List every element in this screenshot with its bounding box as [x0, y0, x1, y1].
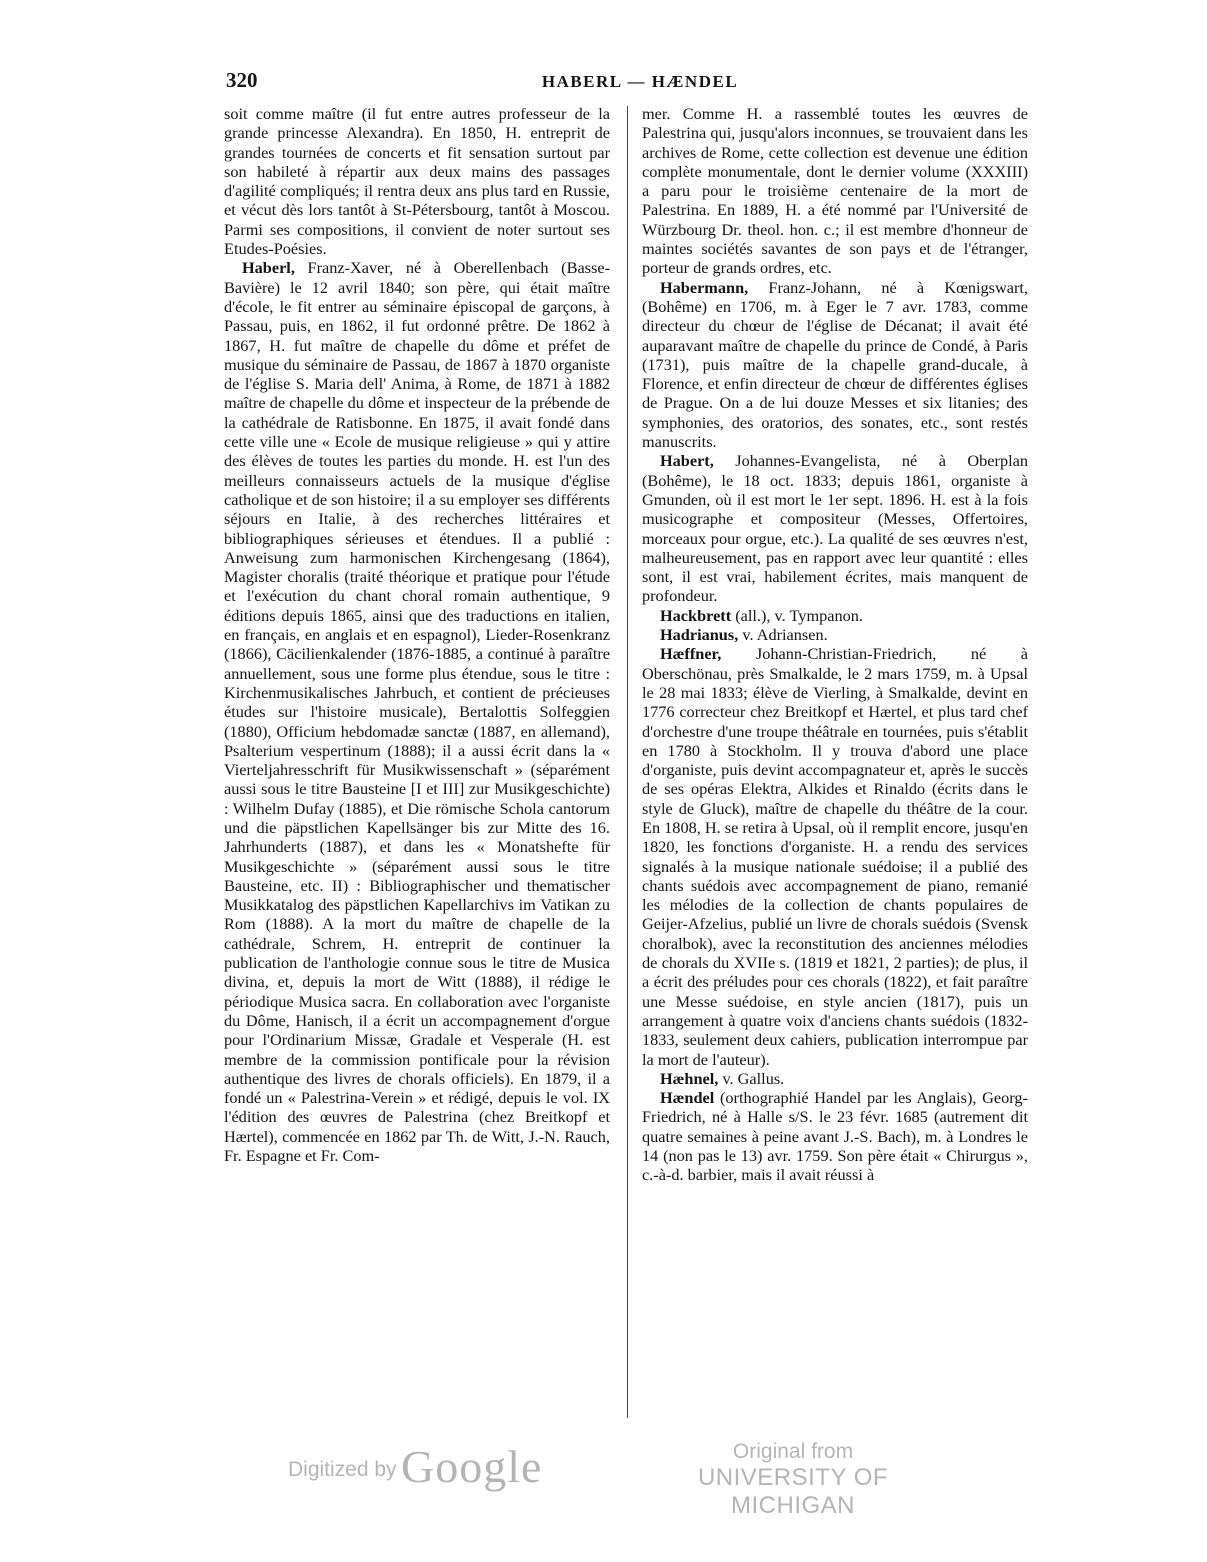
original-from-watermark [668, 1440, 918, 1520]
original-from-text: Original from [732, 1440, 854, 1463]
entry-headword: Hæhnel, [660, 1068, 719, 1088]
entry-body: soit comme maître (il fut entre autres professeur de la grande princesse Alexandra). En 1850, H. entreprit de grandes tournées de concerts et fit sensation surtout par son habileté à répartir aux deux mains des passages d'agilité compliqués; il rentra deux ans plus tard en Russie, et vécut dès lors tantôt à St-Pétersbourg, tantôt à Moscou. Parmi ses compositions, il convient de noter surtout ses Etudes-Poésies. [224, 104, 610, 259]
page-number: 320 [226, 68, 258, 92]
entry-headword: Habermann, [660, 277, 749, 297]
entry-body: v. Adriansen. [742, 625, 828, 645]
entry-body: Johann-Christian-Friedrich, né à Oberschönau, près Smalkalde, le 2 mars 1759, m. à Upsal le 28 mai 1833; élève de Vierling, à Smalkalde, devint en 1776 correcteur chez Breitkopf et Hærtel, et plus tard chef d'orchestre d'une troupe théâtrale en tournées, puis s'établit en 1780 à Stockholm. Il y trouva d'abord une place d'organiste, puis devint accompagnateur et, après le succès de ses opéras Elektra, Alkides et Rinaldo (écrits dans le style de Gluck), maître de chapelle du théâtre de la cour. En 1808, H. se retira à Upsal, où il remplit encore, jusqu'en 1820, les fonctions d'organiste. H. a rendu des services signalés à la musique nationale suédoise; il a publié des chants suédois avec accompagnement de piano, remanié les mélodies de la collection de chants populaires de Geijer-Afzelius, publié un livre de chorals suédois (Svensk choralbok), avec la reconstitution des anciennes mélodies de chorals du XVIIe s. (1819 et 1821, 2 parties); de plus, il a écrit des préludes pour ces chorals (1822), et fait paraître une Messe suédoise, en style ancien (1817), puis un arrangement à quatre voix d'anciens chants suédois (1832-1833, seulement deux cahiers, publication interrompue par la mort de l'auteur). [642, 644, 1028, 1069]
entry-continuation [224, 104, 610, 258]
entry-headword: Hæffner, [660, 644, 722, 664]
university-text: UNIVERSITY OF MICHIGAN [697, 1464, 889, 1519]
google-logo: Google [401, 1441, 543, 1492]
entry-habermann [642, 278, 1028, 452]
entry-headword: Hadrianus, [660, 625, 739, 645]
entry-headword: Habert, [660, 451, 714, 471]
entry-haendel [642, 1088, 1028, 1184]
entry-headword: Hændel [660, 1088, 715, 1108]
entry-body: Franz-Johann, né à Kœnigswart, (Bohême) en 1706, m. à Eger le 7 avr. 1783, comme directeur du chœur de l'église de Décanat; il avait été auparavant maître de chapelle du prince de Condé, à Paris (1731), puis maître de la chapelle grand-ducale, à Florence, et enfin directeur de chœur de différentes églises de Prague. On a de lui douze Messes et six litanies; des symphonies, des oratorios, des sonates, etc., sont restés manuscrits. [642, 277, 1028, 452]
entry-hackbrett [642, 606, 1028, 625]
entry-habert [642, 451, 1028, 605]
entry-haeffner [642, 644, 1028, 1069]
entry-body: Franz-Xaver, né à Oberellenbach (Basse-Bavière) le 12 avril 1840; son père, qui était maître d'école, le fit entrer au séminaire épiscopal de garçons, à Passau, puis, en 1862, il fut ordonné prêtre. De 1862 à 1867, H. fut maître de chapelle du dôme et préfet de musique du séminaire de Passau, de 1867 à 1870 organiste de l'église S. Maria dell' Anima, à Rome, de 1871 à 1882 maître de chapelle du dôme et inspecteur de la prébende de la cathédrale de Ratisbonne. En 1875, il avait fondé dans cette ville une « Ecole de musique religieuse » qui y attire des élèves de toutes les parties du monde. H. est l'un des meilleurs connaisseurs actuels de la musique d'église catholique et de son histoire; il a su employer ses différents séjours en Italie, à des recherches littéraires et bibliographiques sérieuses et étendues. Il a publié : Anweisung zum harmonischen Kirchengesang (1864), Magister choralis (traité théorique et pratique pour l'étude et l'exécution du chant choral romain authentique, 9 éditions depuis 1865, ainsi que des traductions en italien, en français, en anglais et en espagnol), Lieder-Rosenkranz (1866), Cäcilienkalender (1876-1885, a continué à paraître annuellement, sous une forme plus étendue, sous le titre : Kirchenmusikalisches Jahrbuch, et contient de précieuses études sur l'histoire musicale), Bertalottis Solfeggien (1880), Officium hebdomadæ sanctæ (1887, en allemand), Psalterium vespertinum (1888); il a aussi écrit dans la « Vierteljahresschrift für Musikwissenschaft » (séparément aussi sous le titre Bausteine [I et III] zur Musikgeschichte) : Wilhelm Dufay (1885), et Die römische Schola cantorum und die päpstlichen Kapellsänger bis zur Mitte des 16. Jahrhunderts (1887), et dans les « Monatshefte für Musikgeschichte » (séparément aussi sous le titre Bausteine, etc. II) : Bibliographischer und thematischer Musikkatalog des päpstlichen Kapellarchivs im Vatikan zu Rom (1888). A la mort du maître de chapelle de la cathédrale, Schrem, H. entreprit de continuer la publication de l'anthologie connue sous le titre de Musica divina, et, depuis la mort de Witt (1888), il rédige le périodique Musica sacra. En collaboration avec l'organiste du Dôme, Hanisch, il a écrit un accompagnement d'orgue pour l'Ordinarium Missæ, Gradale et Vesperale (H. est membre de la commission pontificale pour la révision authentique des livres de chorals officiels). En 1879, il a fondé un « Palestrina-Verein » et rédigé, depuis le vol. IX l'édition des œuvres de Palestrina (chez Breitkopf et Hærtel), commencée en 1862 par Th. de Witt, J.-N. Rauch, Fr. Espagne et Fr. Com- [224, 258, 611, 1166]
entry-body: v. Gallus. [722, 1068, 785, 1088]
entry-headword: Hackbrett [660, 605, 732, 625]
right-column [642, 104, 1028, 1185]
entry-body: (all.), v. Tympanon. [735, 605, 863, 625]
left-column [224, 104, 610, 1165]
digitized-by-text: Digitized by [288, 1458, 397, 1481]
entry-haberl [224, 258, 610, 1165]
entry-body: mer. Comme H. a rassemblé toutes les œuvres de Palestrina qui, jusqu'alors inconnues, se trouvaient dans les archives de Rome, cette collection est devenue une édition complète monumentale, dont le dernier volume (XXXIII) a paru pour le troisième centenaire de la mort de Palestrina. En 1889, H. a été nommé par l'Université de Würzbourg Dr. theol. hon. c.; il est membre d'honneur de maintes sociétés savantes de son pays et de l'étranger, porteur de grands ordres, etc. [642, 104, 1028, 278]
entry-hadrianus [642, 625, 1028, 644]
running-head: HABERL — HÆNDEL [541, 72, 739, 91]
digitized-by-watermark [288, 1440, 542, 1493]
entry-continuation [642, 104, 1028, 278]
entry-body: (orthographié Handel par les Anglais), Georg-Friedrich, né à Halle s/S. le 23 févr. 1685 (autrement dit quatre semaines à peine avant J.-S. Bach), m. à Londres le 14 (non pas le 13) avr. 1759. Son père était « Chirurgus », c.-à-d. barbier, mais il avait réussi à [642, 1088, 1028, 1185]
entry-haehnel [642, 1069, 1028, 1088]
entry-headword: Haberl, [242, 258, 295, 278]
entry-body: Johannes-Evangelista, né à Oberplan (Bohême), le 18 oct. 1833; depuis 1861, organiste à Gmunden, où il est mort le 1er sept. 1896. H. est à la fois musicographe et compositeur (Messes, Offertoires, morceaux pour orgue, etc.). La qualité de ses œuvres n'est, malheureusement, pas en rapport avec leur quantité : elles sont, il est vrai, habilement écrites, mais manquent de profondeur. [642, 451, 1028, 606]
column-divider [627, 106, 628, 1418]
